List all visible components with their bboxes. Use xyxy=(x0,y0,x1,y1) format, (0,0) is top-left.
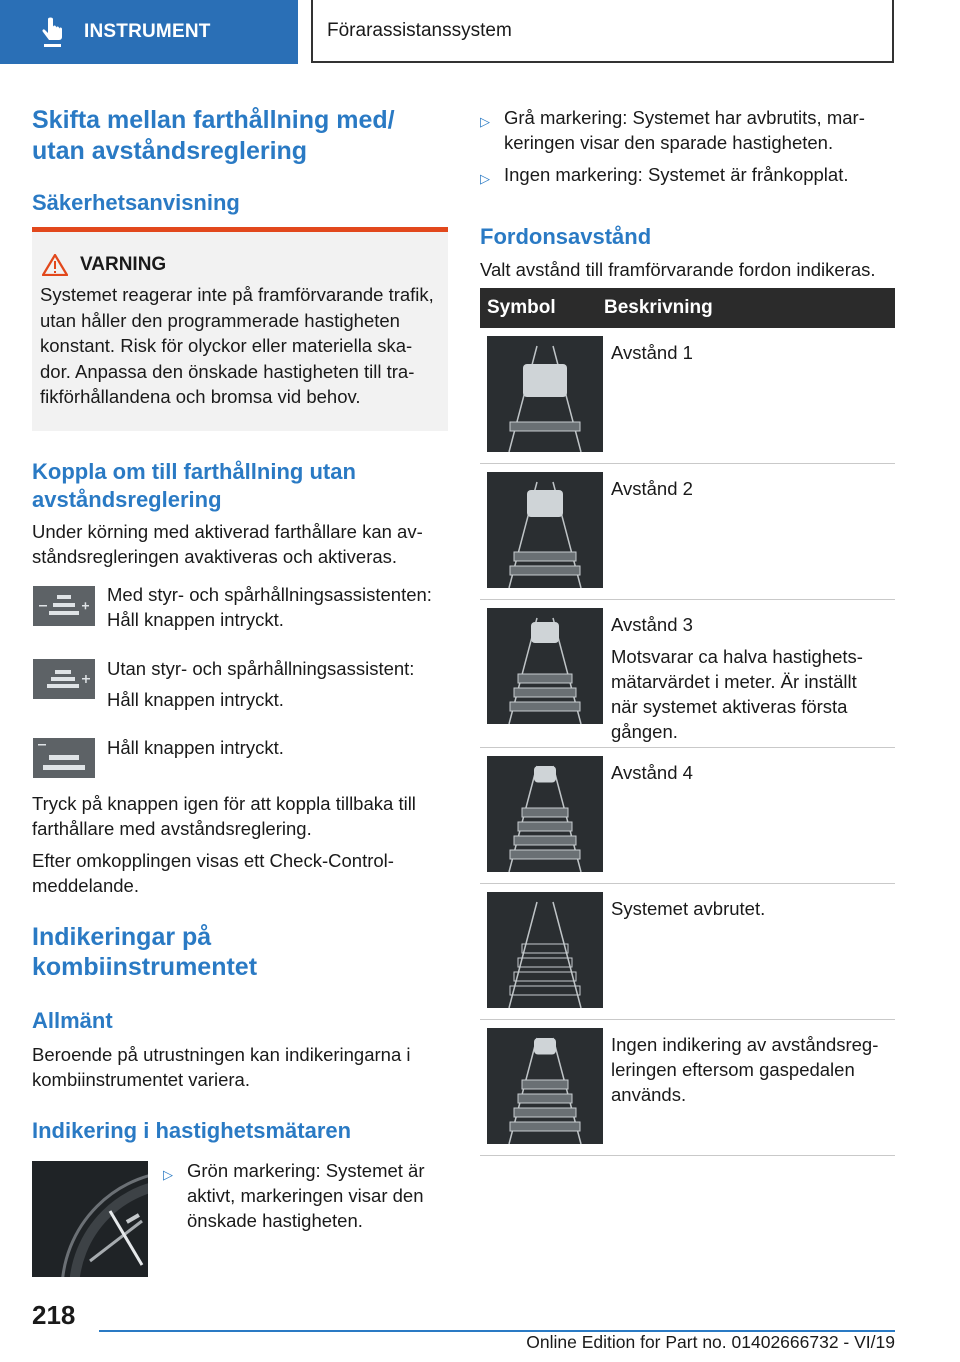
distance-button-icon xyxy=(33,659,95,699)
heading-speedometer: Indikering i hastighetsmätaren xyxy=(32,1118,352,1143)
row-description xyxy=(603,600,895,747)
paragraph-press-again: Tryck på knappen igen för att koppla tillbaka till farthållare med avståndsreglering. xyxy=(32,793,416,839)
table-row xyxy=(480,748,895,884)
distance-button-lane-icon xyxy=(33,586,95,626)
distance-symbol-image xyxy=(487,1028,603,1144)
distance-symbol-image xyxy=(487,756,603,872)
button-text-with-lane-assist: Med styr- och spårhållningsassistenten: Håll knappen intryckt. xyxy=(107,584,432,630)
row-title: Systemet avbrutet. xyxy=(611,898,766,919)
heading-indications: Indikeringar på kombiinstrumentet xyxy=(32,923,258,981)
row-title: Avstånd 4 xyxy=(611,762,693,783)
row-title: Avstånd 2 xyxy=(611,478,693,499)
distance-table xyxy=(480,288,895,1156)
distance-symbol-image xyxy=(487,608,603,724)
heading-toggle: Koppla om till farthållning utan avståndsreglering xyxy=(32,459,356,512)
heading-distance: Fordonsavstånd xyxy=(480,224,652,249)
warning-text: Systemet reagerar inte på framförvarande trafik, utan håller den programmerade hastigheten konstant. Risk för olyckor eller materiella ska-dor. Anpassa den önskade hastigheten till tra-fikförhållandena och bromsa vid behov. xyxy=(40,284,434,407)
page-number: 218 xyxy=(32,1300,76,1330)
row-description xyxy=(603,1020,895,1155)
paragraph-general: Beroende på utrustningen kan indikeringarna i kombiinstrumentet variera. xyxy=(32,1044,411,1090)
bullet-triangle-icon: ▷ xyxy=(480,171,490,186)
hand-pointer-icon xyxy=(36,16,68,48)
row-description xyxy=(603,464,701,599)
table-row xyxy=(480,464,895,600)
table-row xyxy=(480,884,895,1020)
bullet-no-marking xyxy=(480,162,890,191)
row-description xyxy=(603,328,701,463)
distance-symbol-image xyxy=(487,892,603,1008)
bullet-triangle-icon: ▷ xyxy=(480,114,490,129)
row-title: Ingen indikering av avståndsreg-leringen eftersom gaspedalen används. xyxy=(611,1034,879,1105)
bullet-none-text: Ingen markering: Systemet är frånkopplat. xyxy=(504,164,849,185)
row-description xyxy=(603,748,701,883)
button-text-hold-2: Håll knappen intryckt. xyxy=(107,737,284,758)
paragraph-after-switch: Efter omkopplingen visas ett Check-Control-meddelande. xyxy=(32,850,394,896)
bullet-triangle-icon: ▷ xyxy=(163,1167,173,1182)
section-title: Förarassistanssystem xyxy=(327,19,512,41)
distance-symbol-image xyxy=(487,472,603,588)
row-note: Motsvarar ca halva hastighets-mätarvärdet i meter. Är inställt när systemet aktiveras första gången. xyxy=(611,646,863,742)
bullet-green-text: Grön markering: Systemet är aktivt, markeringen visar den önskade hastigheten. xyxy=(187,1160,425,1231)
warning-title: VARNING xyxy=(80,254,167,275)
warning-title-row xyxy=(42,254,440,276)
speedometer-image xyxy=(32,1161,148,1277)
button-text-hold-1: Håll knappen intryckt. xyxy=(107,689,284,710)
heading-switch-mode: Skifta mellan farthållning med/ utan avståndsreglering xyxy=(32,106,395,165)
warning-triangle-icon xyxy=(42,254,68,276)
row-description xyxy=(603,884,773,1019)
button-text-without-lane-assist: Utan styr- och spårhållningsassistent: xyxy=(107,658,415,679)
col-description-header: Beskrivning xyxy=(604,297,713,318)
chapter-tab[interactable] xyxy=(0,0,298,64)
bullet-grey-marking xyxy=(480,105,890,155)
table-body xyxy=(480,328,895,1156)
section-header xyxy=(311,0,894,63)
row-title: Avstånd 1 xyxy=(611,342,693,363)
row-title: Avstånd 3 xyxy=(611,614,693,635)
col-symbol-header: Symbol xyxy=(487,297,556,318)
table-row xyxy=(480,1020,895,1156)
heading-safety: Säkerhetsanvisning xyxy=(32,190,240,215)
warning-box xyxy=(32,227,448,431)
table-row xyxy=(480,600,895,748)
bullet-grey-text: Grå markering: Systemet har avbrutits, mar-keringen visar den sparade hastigheten. xyxy=(504,107,865,153)
chapter-tab-label: INSTRUMENT xyxy=(84,21,211,42)
distance-button-minus-icon xyxy=(33,738,95,778)
bullet-green-marking xyxy=(163,1158,448,1233)
footer-edition: Online Edition for Part no. 01402666732 - VI/19 xyxy=(526,1332,895,1352)
table-header xyxy=(480,288,895,328)
heading-general: Allmänt xyxy=(32,1008,113,1033)
paragraph-toggle: Under körning med aktiverad farthållare kan av-ståndsregleringen avaktiveras och aktiveras. xyxy=(32,521,423,567)
paragraph-distance: Valt avstånd till framförvarande fordon indikeras. xyxy=(480,259,876,280)
distance-symbol-image xyxy=(487,336,603,452)
table-row xyxy=(480,328,895,464)
